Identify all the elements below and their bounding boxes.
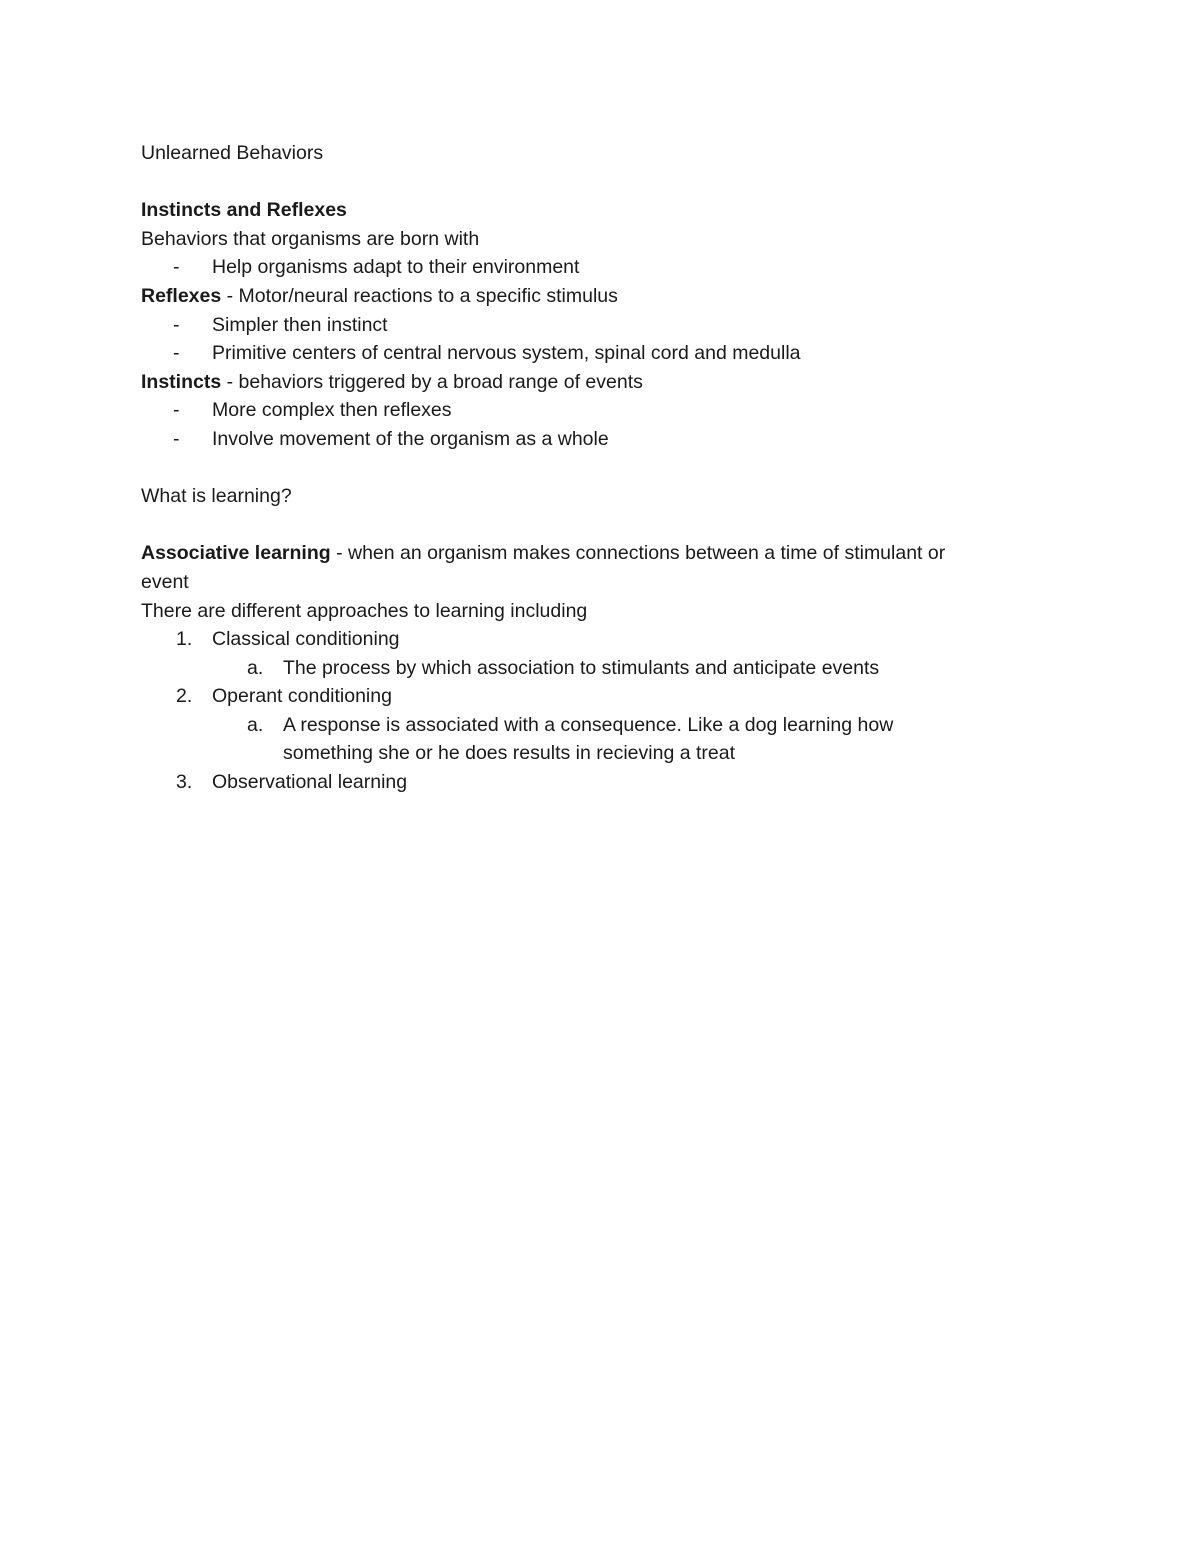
- question-text: What is learning?: [141, 485, 292, 508]
- item-label: Observational learning: [212, 771, 408, 794]
- term-reflexes: Reflexes: [141, 284, 222, 307]
- item-label: Classical conditioning: [212, 628, 400, 651]
- bullet-item: [141, 311, 1041, 340]
- bullet-marker: -: [173, 313, 180, 336]
- bullet-text: More complex then reflexes: [212, 399, 452, 422]
- bullet-item: [141, 253, 1041, 282]
- bullet-text: Help organisms adapt to their environment: [212, 256, 580, 279]
- bullet-marker: -: [173, 342, 180, 365]
- sub-item: [141, 711, 1041, 740]
- definition-text: - behaviors triggered by a broad range of events: [221, 370, 643, 393]
- item-number: 1.: [176, 628, 193, 651]
- sub-item-letter: a.: [247, 656, 264, 679]
- sub-item-text: The process by which association to stimulants and anticipate events: [283, 656, 880, 679]
- definition-text: - when an organism makes connections between a time of stimulant or: [330, 542, 946, 565]
- definition-text: - Motor/neural reactions to a specific stimulus: [221, 284, 618, 307]
- bullet-marker: -: [173, 256, 180, 279]
- sub-item-letter: a.: [247, 713, 264, 736]
- bullet-text: Involve movement of the organism as a whole: [212, 427, 609, 450]
- bullet-item: [141, 339, 1041, 368]
- bullet-marker: -: [173, 399, 180, 422]
- spacer: [141, 168, 1041, 197]
- spacer: [141, 511, 1041, 540]
- definition-associative-learning: [141, 539, 1041, 568]
- approaches-intro: There are different approaches to learning including: [141, 599, 588, 622]
- numbered-item: [141, 682, 1041, 711]
- item-number: 2.: [176, 685, 193, 708]
- bullet-item: [141, 425, 1041, 454]
- term-instincts: Instincts: [141, 370, 222, 393]
- numbered-item: [141, 625, 1041, 654]
- document-body: [141, 139, 1041, 797]
- definition-instincts: [141, 368, 1041, 397]
- section-heading: Instincts and Reflexes: [141, 199, 347, 222]
- document-title: Unlearned Behaviors: [141, 142, 324, 164]
- item-label: Operant conditioning: [212, 685, 392, 708]
- sub-item-continuation: something she or he does results in recieving a treat: [283, 742, 735, 765]
- section-intro: Behaviors that organisms are born with: [141, 227, 480, 250]
- spacer: [141, 454, 1041, 483]
- bullet-text: Primitive centers of central nervous system, spinal cord and medulla: [212, 342, 801, 365]
- definition-continuation: event: [141, 570, 189, 593]
- bullet-item: [141, 396, 1041, 425]
- sub-item-text: A response is associated with a consequence. Like a dog learning how: [283, 713, 894, 736]
- term-associative-learning: Associative learning: [141, 542, 331, 565]
- sub-item: [141, 654, 1041, 683]
- definition-reflexes: [141, 282, 1041, 311]
- bullet-text: Simpler then instinct: [212, 313, 388, 336]
- item-number: 3.: [176, 771, 193, 794]
- bullet-marker: -: [173, 427, 180, 450]
- numbered-item: [141, 768, 1041, 797]
